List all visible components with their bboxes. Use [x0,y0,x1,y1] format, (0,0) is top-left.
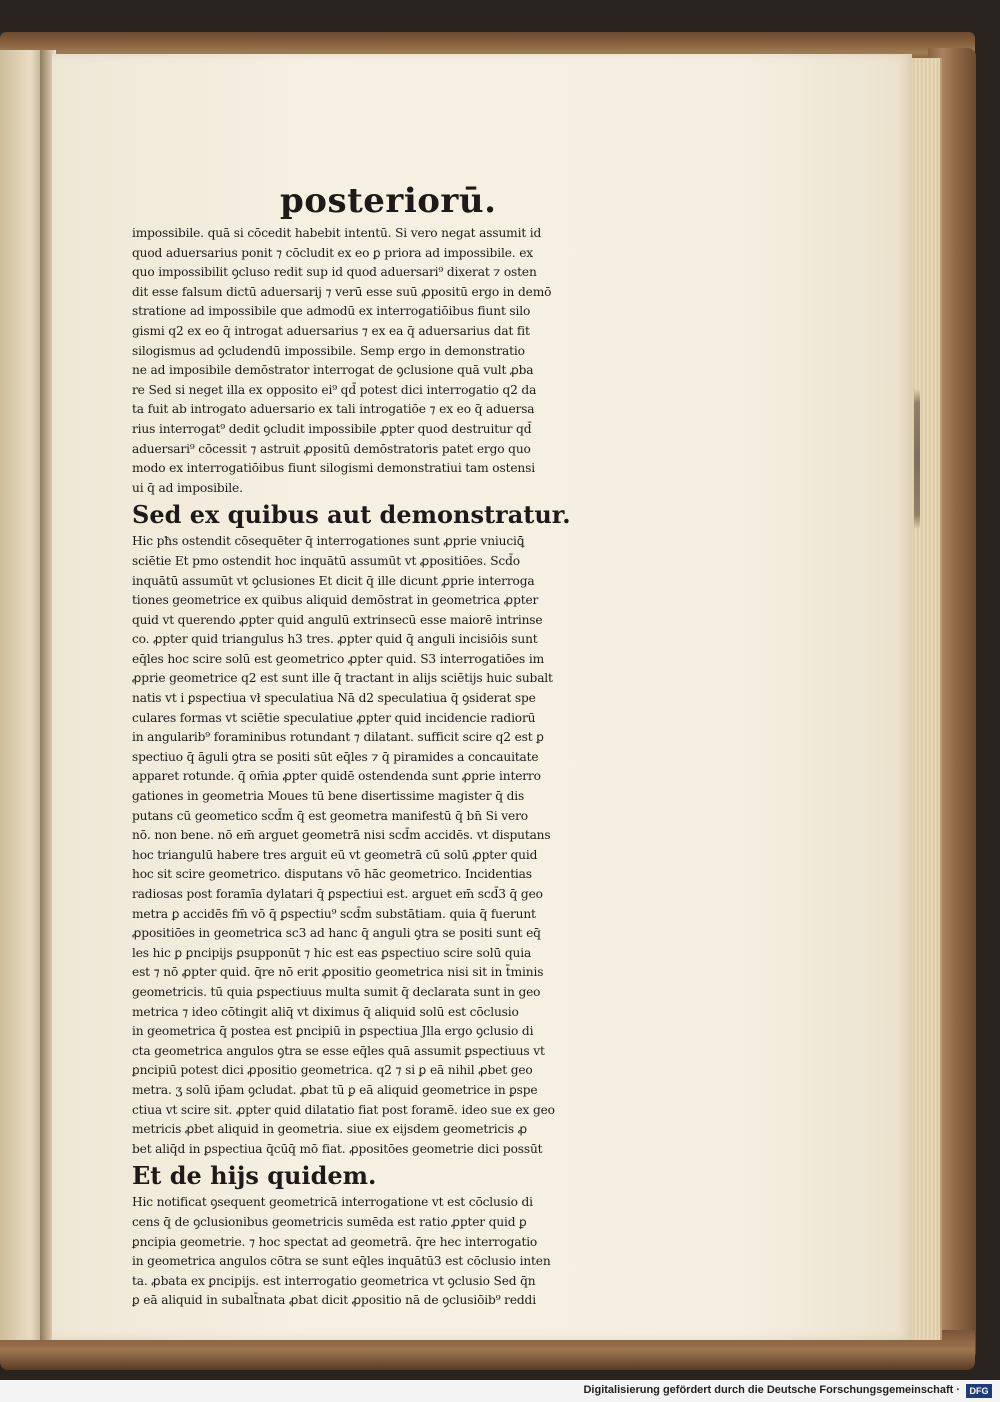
text-line: sciētie Et pmo ostendit hoc inquātū assumūt vt ꝓpositiōes. Scd̄o [132,553,520,568]
paragraph-3 [132,1193,604,1311]
paragraph-2 [132,532,604,1159]
text-line: impossibile. quā si cōcedit habebit intentū. Si vero negat assumit id [132,226,542,240]
text-line: ctiua vt scire sit. ꝓpter quid dilatatio fiat post foramē. ideo sue ex geo [132,1102,555,1117]
text-line: metra ꝑ accidēs fm̄ vō q̄ ꝑspectiu⁹ scd̄m substātiam. quia q̄ fuerunt [132,906,536,921]
running-head: posteriorū. [280,181,497,221]
text-line: quid vt querendo ꝓpter quid angulū extrinsecū esse maiorē intrinse [132,612,543,627]
paragraph-1 [132,224,604,498]
text-line: nō. non bene. nō em̄ arguet geometrā nisi scd̄m accidēs. vt disputans [132,828,551,843]
text-line: eq̄les hoc scire solū est geometrico ꝓpter quid. S3 interrogatiōes im [132,651,545,666]
text-line: ꝑncipia geometrie. ⁊ hoc spectat ad geometrā. q̄re hec interrogatio [132,1234,538,1249]
text-line: ne ad imposibile demōstrator interrogat de ꝯclusione quā vult ꝓba [132,363,534,378]
text-line: re Sed si neget illa ex opposito ei⁹ qd̄ potest dici interrogatio q2 da [132,382,537,397]
text-line: quo impossibilit ꝯcluso redit sup id quod aduersari⁹ dixerat ⁊ osten [132,265,537,280]
text-line: natis vt i ꝑspectiua vł speculatiua Nā d2 speculatiua q̄ ꝯsiderat spe [132,691,536,706]
text-line: modo ex interrogatiōibus fiunt silogismi demonstratiui tam ostensi [132,461,535,476]
text-line: co. ꝓpter quid triangulus h3 tres. ꝓpter quid q̄ anguli incisiōis sunt [132,632,538,647]
text-line: stratione ad impossibile que admodū ex interrogatiōibus fiunt silo [132,304,531,319]
text-line: quod aduersarius ponit ⁊ cōcludit ex eo ꝑ priora ad impossibile. ex [132,245,533,260]
dfg-logo: DFG [966,1384,992,1398]
text-line: hoc triangulū habere tres arguit eū vt geometrā cū solū ꝓpter quid [132,847,538,862]
footer-bar [0,1380,1000,1402]
text-line: ui q̄ ad imposibile. [132,480,243,495]
text-line: Hic pħs ostendit cōsequēter q̄ interrogationes sunt ꝓprie vniuciꝗ̄ [132,534,525,549]
text-line: hoc sit scire geometrico. disputans vō hāc geometrico. Incidentias [132,867,532,882]
text-line: geometricis. tū quia ꝑspectiuus multa sumit q̄ declarata sunt in geo [132,984,541,999]
text-line: in geometrica q̄ postea est ꝑncipiū in ꝑspectiua Jlla ergo ꝯclusio di [132,1024,534,1039]
text-line: cens q̄ de ꝯclusionibus geometricis sumēda est ratio ꝓpter quid ꝑ [132,1214,527,1229]
text-line: metricis ꝓbet aliquid in geometria. siue ex eijsdem geometricis ꝓ [132,1122,528,1137]
text-line: culares formas vt sciētie speculatiue ꝓpter quid incidencie radiorū [132,710,536,725]
text-line: ta. ꝓbata ex ꝑncipijs. est interrogatio geometrica vt ꝯclusio Sed q̄n [132,1273,536,1288]
lemma-heading-2: Et de hijs quidem. [132,1161,377,1191]
text-line: cta geometrica angulos ꝯtra se esse eq̄les quā assumit ꝑspectiuus vt [132,1043,545,1058]
text-line: in angularib⁹ foraminibus rotundant ⁊ dilatant. sufficit scire q2 est ꝑ [132,730,544,745]
text-line: putans cū geometico scd̄m q̄ est geometra manifestū q̄ bn̄ Si vero [132,808,528,823]
lemma-heading-1: Sed ex quibus aut demonstratur. [132,500,571,530]
text-line: Hic notificat ꝯsequent geometricā interrogatione vt est cōclusio di [132,1195,533,1210]
text-column [132,180,604,1311]
text-line: aduersari⁹ cōcessit ⁊ astruit ꝓpositū demōstratoris patet ergo quo [132,441,531,456]
text-line: gismi q2 ex eo q̄ introgat aduersarius ⁊ ex ea q̄ aduersarius dat fit [132,323,530,338]
text-line: metra. ʒ solū ip̄am ꝯcludat. ꝓbat tū ꝑ eā aliquid geometrice in ꝑspe [132,1082,538,1097]
margin-mark [914,389,920,529]
text-line: les hic ꝑ ꝑncipijs ꝑsupponūt ⁊ hic est eas ꝑspectiuo scire solū quia [132,945,532,960]
text-line: rius interrogat⁹ dedit ꝯcludit impossibile ꝓpter quod destruitur qd̄ [132,421,532,436]
text-line: metrica ⁊ ideo cōtingit aliq̄ vt diximus q̄ aliquid solū est cōclusio [132,1004,519,1019]
text-line: gationes in geometria Moues tū bene disertissime magister q̄ dis [132,789,525,804]
text-line: est ⁊ nō ꝓpter quid. q̄re nō erit ꝓpositio geometrica nisi sit in t̄minis [132,965,544,980]
funding-credit: Digitalisierung gefördert durch die Deutsche Forschungsgemeinschaft · [583,1384,960,1396]
text-line: spectiuo q̄ āguli ꝯtra se positi sūt eq̄les ⁊ q̄ piramides a concauitate [132,749,539,764]
text-line: bet aliq̄d in ꝑspectiua q̄cūq̄ mō fiat. ꝓpositōes geometrie dici possūt [132,1141,543,1156]
text-line: silogismus ad ꝯcludendū impossibile. Semp ergo in demonstratio [132,343,525,358]
text-line: ꝓpositiōes in geometrica sc3 ad hanc q̄ anguli ꝯtra se positi sunt eq̄ [132,926,541,941]
text-line: radiosas post foramīa dylatari q̄ ꝑspectiui est. arguet em̄ scd̄3 q̄ geo [132,887,543,901]
text-line: ꝓprie geometrice q2 est sunt ille q̄ tractant in alijs sciētijs huic subalt [132,671,553,686]
text-line: dit esse falsum dictū aduersarij ⁊ verū esse suū ꝓpositū ergo in demō [132,284,552,299]
text-line: ta fuit ab introgato aduersario ex tali introgatiōe ⁊ ex eo q̄ aduersa [132,402,535,417]
text-line: ꝑncipiū potest dici ꝓpositio geometrica. q2 ⁊ si ꝑ eā nihil ꝓbet geo [132,1063,533,1078]
text-line: tiones geometrice ex quibus aliquid demōstrat in geometrica ꝓpter [132,593,539,608]
text-line: apparet rotunde. q̄ om̄ia ꝓpter quidē ostendenda sunt ꝓprie interro [132,769,541,784]
verso-page-edge [0,50,44,1340]
text-line: ꝑ eā aliquid in subalt̄nata ꝓbat dicit ꝓpositio nā de ꝯclusiōib⁹ reddi [132,1293,536,1308]
text-line: in geometrica angulos cōtra se sunt eq̄les inquātū3 est cōclusio inten [132,1254,551,1269]
text-line: inquātū assumūt vt ꝯclusiones Et dicit q̄ ille dicunt ꝓprie interroga [132,573,535,588]
